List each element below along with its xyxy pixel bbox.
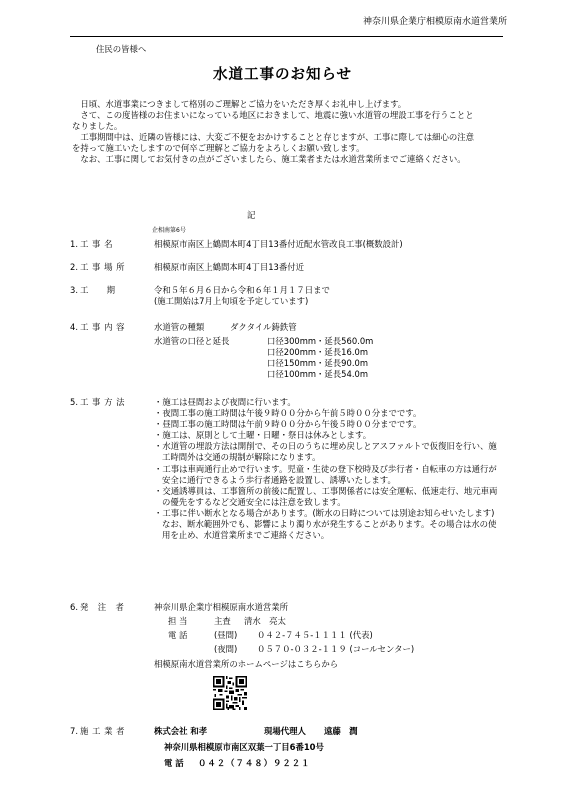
section-label-contractor: 施 工 業 者 xyxy=(80,726,125,736)
intro-text xyxy=(72,99,482,166)
section-label-period: 工 期 xyxy=(80,285,116,295)
intro-paragraph: 工事期間中は、近隣の皆様には、大変ご不便をおかけすることと存じますが、工事に際しては細心の注意を持って施工いたしますので何卒ご理解とご協力をよろしくお願い致します。 xyxy=(72,132,474,154)
contractor-tel-label: 電 話 xyxy=(164,758,184,769)
tel-day-kind: (昼間) xyxy=(214,630,238,641)
contractor-block xyxy=(154,726,358,774)
pipe-type-label: 水道管の種類 xyxy=(154,322,205,332)
orderer-tel-day-row xyxy=(154,630,414,641)
document-code: 企相南第6号 xyxy=(152,227,186,234)
method-item: ・昼間工事の施工時間は午前９時００分から午後５時００分までです。 xyxy=(154,419,422,430)
pipe-size-entry: 口径200mm・延長16.0m xyxy=(267,347,368,358)
pipe-type-row xyxy=(154,322,297,333)
person-name: 清水 亮太 xyxy=(244,616,286,627)
method-item: ・工事は車両通行止めで行います。児童・生徒の登下校時及び歩行者・自転車の方は通行が安全に通行できるよう歩行者通路を設置し、誘導いたします。 xyxy=(154,463,497,485)
person-label: 担 当 xyxy=(168,616,188,627)
method-list xyxy=(154,397,499,541)
section-label-orderer: 発 注 者 xyxy=(80,602,125,612)
qr-code-icon[interactable] xyxy=(213,676,247,710)
method-item: ・水道管の埋設方法は開削で、その日のうちに埋め戻しとアスファルトで仮復旧を行い、施工時間外は交通の規制が解除になります。 xyxy=(154,441,497,463)
contractor-tel-row xyxy=(154,758,358,769)
method-item: ・夜間工事の施工時間は午後９時００分から午前５時００分までです。 xyxy=(154,408,422,419)
orderer-block xyxy=(154,602,414,673)
section-label-content: 工 事 内 容 xyxy=(80,322,125,332)
period-range: 令和５年６月６日から令和６年１月１７日まで xyxy=(154,285,330,295)
pipe-size-entry: 口径300mm・延長560.0m xyxy=(267,336,374,346)
section-value-place: 相模原市南区上鶴間本町4丁目13番付近 xyxy=(154,262,304,272)
greeting: 住民の皆様へ xyxy=(96,44,147,54)
person-title: 主査 xyxy=(214,616,231,627)
orderer-person-row xyxy=(154,616,414,627)
contractor-company: 株式会社 和孝 xyxy=(154,726,208,736)
section-number: 2. xyxy=(70,262,78,272)
pipe-size-entry: 口径100mm・延長54.0m xyxy=(267,369,368,380)
section-number: 3. xyxy=(70,285,78,295)
intro-paragraph: さて、この度皆様のお住まいになっている地区におきまして、地震に強い水道管の埋設工事を行うこととなりました。 xyxy=(72,110,474,132)
section-label-method: 工 事 方 法 xyxy=(80,397,125,407)
section-number: 7. xyxy=(70,726,78,736)
ki-heading: 記 xyxy=(247,210,256,220)
section-value-period xyxy=(154,285,330,307)
page-title: 水道工事のお知らせ xyxy=(212,67,353,83)
orderer-org: 神奈川県企業庁相模原南水道営業所 xyxy=(154,602,288,612)
method-item: ・施工は、原則として土曜・日曜・祭日は休みとします。 xyxy=(154,430,372,441)
section-label-name: 工 事 名 xyxy=(80,239,113,249)
agent-label: 現場代理人 xyxy=(264,726,306,736)
orderer-tel-night-row xyxy=(154,644,414,655)
header-org: 神奈川県企業庁相模原南水道営業所 xyxy=(362,17,507,27)
section-number: 1. xyxy=(70,239,78,249)
homepage-note: 相模原南水道営業所のホームページはこちらから xyxy=(154,659,339,670)
agent-name: 遠藤 潤 xyxy=(324,726,358,736)
method-item: ・工事に伴い断水となる場合があります。(断水の日時については別途お知らせいたします)なお、断水範囲外でも、影響により濁り水が発生することがあります。その場合は水の使用を止め、水道営業所までご連絡ください。 xyxy=(154,507,497,541)
pipe-size-table xyxy=(154,336,373,380)
contractor-company-row xyxy=(154,726,358,737)
section-number: 6. xyxy=(70,602,78,612)
intro-paragraph: なお、工事に関してお気付きの点がございましたら、施工業者または水道営業所までご連絡ください。 xyxy=(72,154,466,165)
tel-night-kind: (夜間) xyxy=(214,644,238,655)
pipe-size-entry: 口径150mm・延長90.0m xyxy=(267,358,368,369)
pipe-size-label: 水道管の口径と延長 xyxy=(154,336,230,346)
tel-label: 電 話 xyxy=(168,630,188,641)
method-item: ・交通誘導員は、工事箇所の前後に配置し、工事関係者には安全運転、低速走行、地元車両の優先をするなど交通安全には注意を致します。 xyxy=(154,485,498,507)
tel-night-number: ０５７０-０３２-１１９ (コールセンター) xyxy=(257,644,415,655)
section-label-place: 工 事 場 所 xyxy=(80,262,125,272)
period-note: (施工開始は7月上旬頃を予定しています) xyxy=(154,296,309,307)
pipe-type-value: ダクタイル鋳鉄管 xyxy=(230,322,297,332)
header-rule xyxy=(70,36,503,37)
section-value-name: 相模原市南区上鶴間本町4丁目13番付近配水管改良工事(概数設計) xyxy=(154,239,403,249)
method-item: ・施工は昼間および夜間に行います。 xyxy=(154,397,296,407)
tel-day-number: ０４２-７４５-１１１１ (代表) xyxy=(257,630,373,641)
section-number: 4. xyxy=(70,322,78,332)
contractor-address: 神奈川県相模原市南区双葉一丁目6番10号 xyxy=(164,742,324,753)
contractor-tel-number: ０４２（７４８）９２２１ xyxy=(198,758,311,769)
section-number: 5. xyxy=(70,397,78,407)
intro-paragraph: 日頃、水道事業につきまして格別のご理解とご協力をいただき厚くお礼申し上げます。 xyxy=(72,99,407,109)
